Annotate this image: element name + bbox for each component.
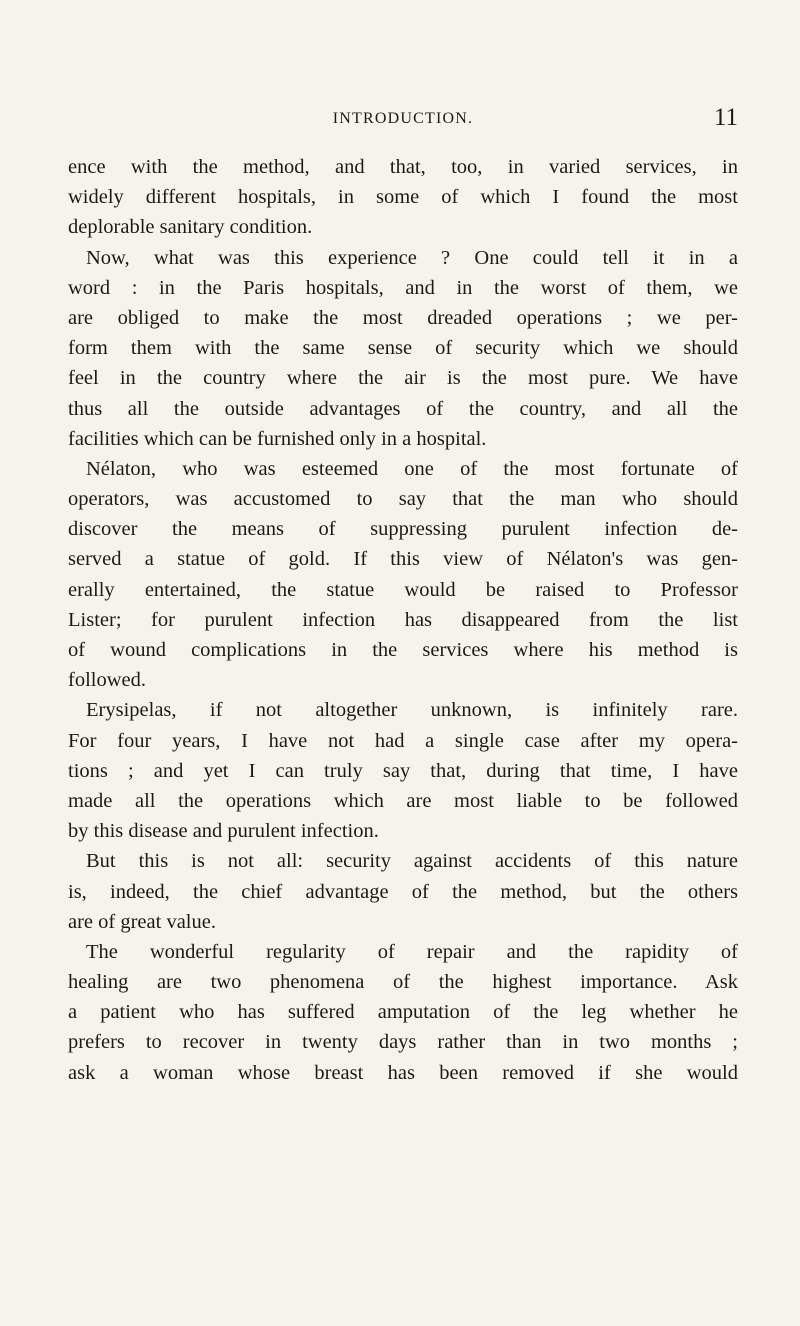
text-line: Lister; for purulent infection has disappeared from the list [68, 608, 738, 631]
text-line: served a statue of gold. If this view of Nélaton's was gen- [68, 548, 738, 571]
text-line: facilities which can be furnished only in a hospital. [68, 427, 487, 450]
text-line: ask a woman whose breast has been removed if she would [68, 1061, 738, 1084]
text-line: But this is not all: security against accidents of this nature [86, 850, 738, 873]
text-line: Nélaton, who was esteemed one of the most fortunate of [86, 457, 738, 480]
text-line: widely different hospitals, in some of which I found the most [68, 186, 738, 209]
text-line: erally entertained, the statue would be raised to Professor [68, 578, 738, 601]
text-line: made all the operations which are most liable to be followed [68, 789, 738, 812]
text-line: deplorable sanitary condition. [68, 216, 313, 239]
text-line: healing are two phenomena of the highest importance. Ask [68, 971, 738, 994]
text-line: For four years, I have not had a single case after my opera- [68, 729, 738, 752]
text-line: Erysipelas, if not altogether unknown, is infinitely rare. [86, 699, 738, 722]
text-line: by this disease and purulent infection. [68, 820, 379, 843]
text-line: word : in the Paris hospitals, and in the worst of them, we [68, 276, 738, 299]
body-text [68, 152, 738, 1088]
text-line: a patient who has suffered amputation of the leg whether he [68, 1001, 738, 1024]
text-line: form them with the same sense of security which we should [68, 337, 738, 360]
text-line: are obliged to make the most dreaded operations ; we per- [68, 306, 738, 329]
text-line: thus all the outside advantages of the country, and all the [68, 397, 738, 420]
text-line: prefers to recover in twenty days rather than in two months ; [68, 1031, 738, 1054]
chapter-title: INTRODUCTION. [332, 110, 474, 127]
text-line: Now, what was this experience ? One could tell it in a [86, 246, 738, 269]
text-line: followed. [68, 669, 146, 692]
text-line: tions ; and yet I can truly say that, during that time, I have [68, 759, 738, 782]
text-line: discover the means of suppressing purulent infection de- [68, 518, 738, 541]
text-line: is, indeed, the chief advantage of the method, but the others [68, 880, 738, 903]
text-line: are of great value. [68, 910, 216, 933]
text-line: of wound complications in the services where his method is [68, 639, 738, 661]
page-number: 11 [713, 104, 738, 131]
text-line: feel in the country where the air is the most pure. We have [68, 367, 738, 390]
text-line: operators, was accustomed to say that the man who should [68, 488, 738, 511]
text-line: The wonderful regularity of repair and the rapidity of [86, 940, 738, 963]
text-line: ence with the method, and that, too, in varied services, in [68, 156, 738, 178]
running-head [68, 104, 738, 134]
